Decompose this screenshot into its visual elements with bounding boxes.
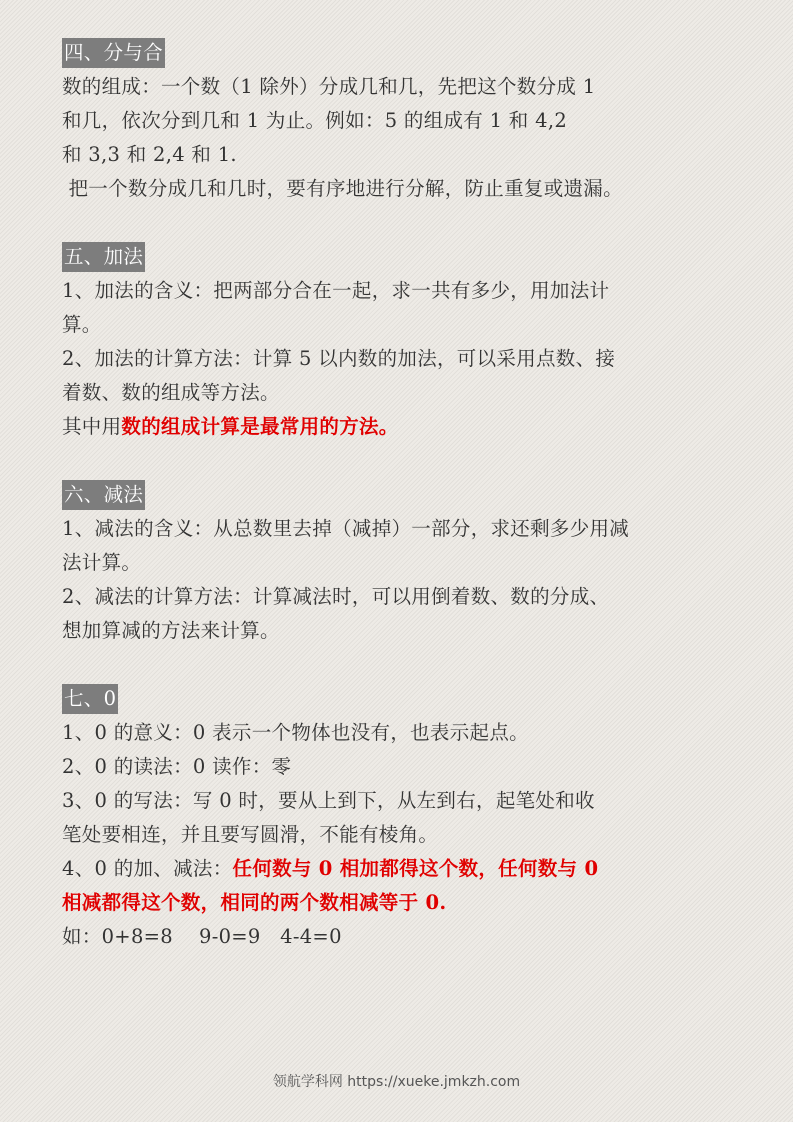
- section-heading: 四、分与合: [62, 38, 165, 68]
- section-heading: 七、0: [62, 684, 118, 714]
- paragraph-line: 2、减法的计算方法：计算减法时，可以用倒着数、数的分成、: [62, 585, 610, 608]
- note-highlight: 数的组成计算是最常用的方法。: [121, 415, 399, 438]
- paragraph-line: 把一个数分成几和几时，要有序地进行分解，防止重复或遗漏。: [62, 177, 623, 200]
- paragraph-line: 数的组成：一个数（1 除外）分成几和几，先把这个数分成 1: [62, 75, 596, 98]
- paragraph-line: 和 3,3 和 2,4 和 1.: [62, 143, 237, 166]
- paragraph-line: 1、加法的含义：把两部分合在一起，求一共有多少，用加法计: [62, 279, 610, 302]
- paragraph-line: 着数、数的组成等方法。: [62, 381, 280, 404]
- paragraph-line: 笔处要相连，并且要写圆滑，不能有棱角。: [62, 823, 439, 846]
- note-prefix: 其中用: [62, 415, 122, 438]
- section-heading: 六、减法: [62, 480, 145, 510]
- paragraph-line: 和几，依次分到几和 1 为止。例如：5 的组成有 1 和 4,2: [62, 109, 568, 132]
- rule-prefix: 4、0 的加、减法：: [62, 857, 233, 880]
- paragraph-line: 1、0 的意义：0 表示一个物体也没有，也表示起点。: [62, 721, 529, 744]
- section-heading: 五、加法: [62, 242, 145, 272]
- section-fen-yu-he: [62, 36, 752, 206]
- example-line: 如：0+8=8 9-0=9 4-4=0: [62, 925, 342, 948]
- paragraph-line: 算。: [62, 313, 102, 336]
- document-body: [62, 36, 752, 954]
- rule-highlight: 相减都得这个数，相同的两个数相减等于 0.: [62, 891, 447, 914]
- page-footer: 领航学科网 https://xueke.jmkzh.com: [272, 1074, 521, 1090]
- paragraph-line: 想加算减的方法来计算。: [62, 619, 280, 642]
- section-subtraction: [62, 478, 752, 648]
- paragraph-line: 2、加法的计算方法：计算 5 以内数的加法，可以采用点数、接: [62, 347, 616, 370]
- zero-rule-line: [62, 886, 752, 920]
- paragraph-line: 3、0 的写法：写 0 时，要从上到下，从左到右，起笔处和收: [62, 789, 595, 812]
- section-addition: [62, 240, 752, 444]
- paragraph-line: 1、减法的含义：从总数里去掉（减掉）一部分，求还剩多少用减: [62, 517, 630, 540]
- highlight-note: [62, 410, 752, 444]
- paragraph-line: 2、0 的读法：0 读作：零: [62, 755, 292, 778]
- section-zero: [62, 682, 752, 954]
- paragraph-line: 法计算。: [62, 551, 142, 574]
- rule-highlight: 任何数与 0 相加都得这个数，任何数与 0: [232, 857, 599, 880]
- zero-rule-line: [62, 852, 752, 886]
